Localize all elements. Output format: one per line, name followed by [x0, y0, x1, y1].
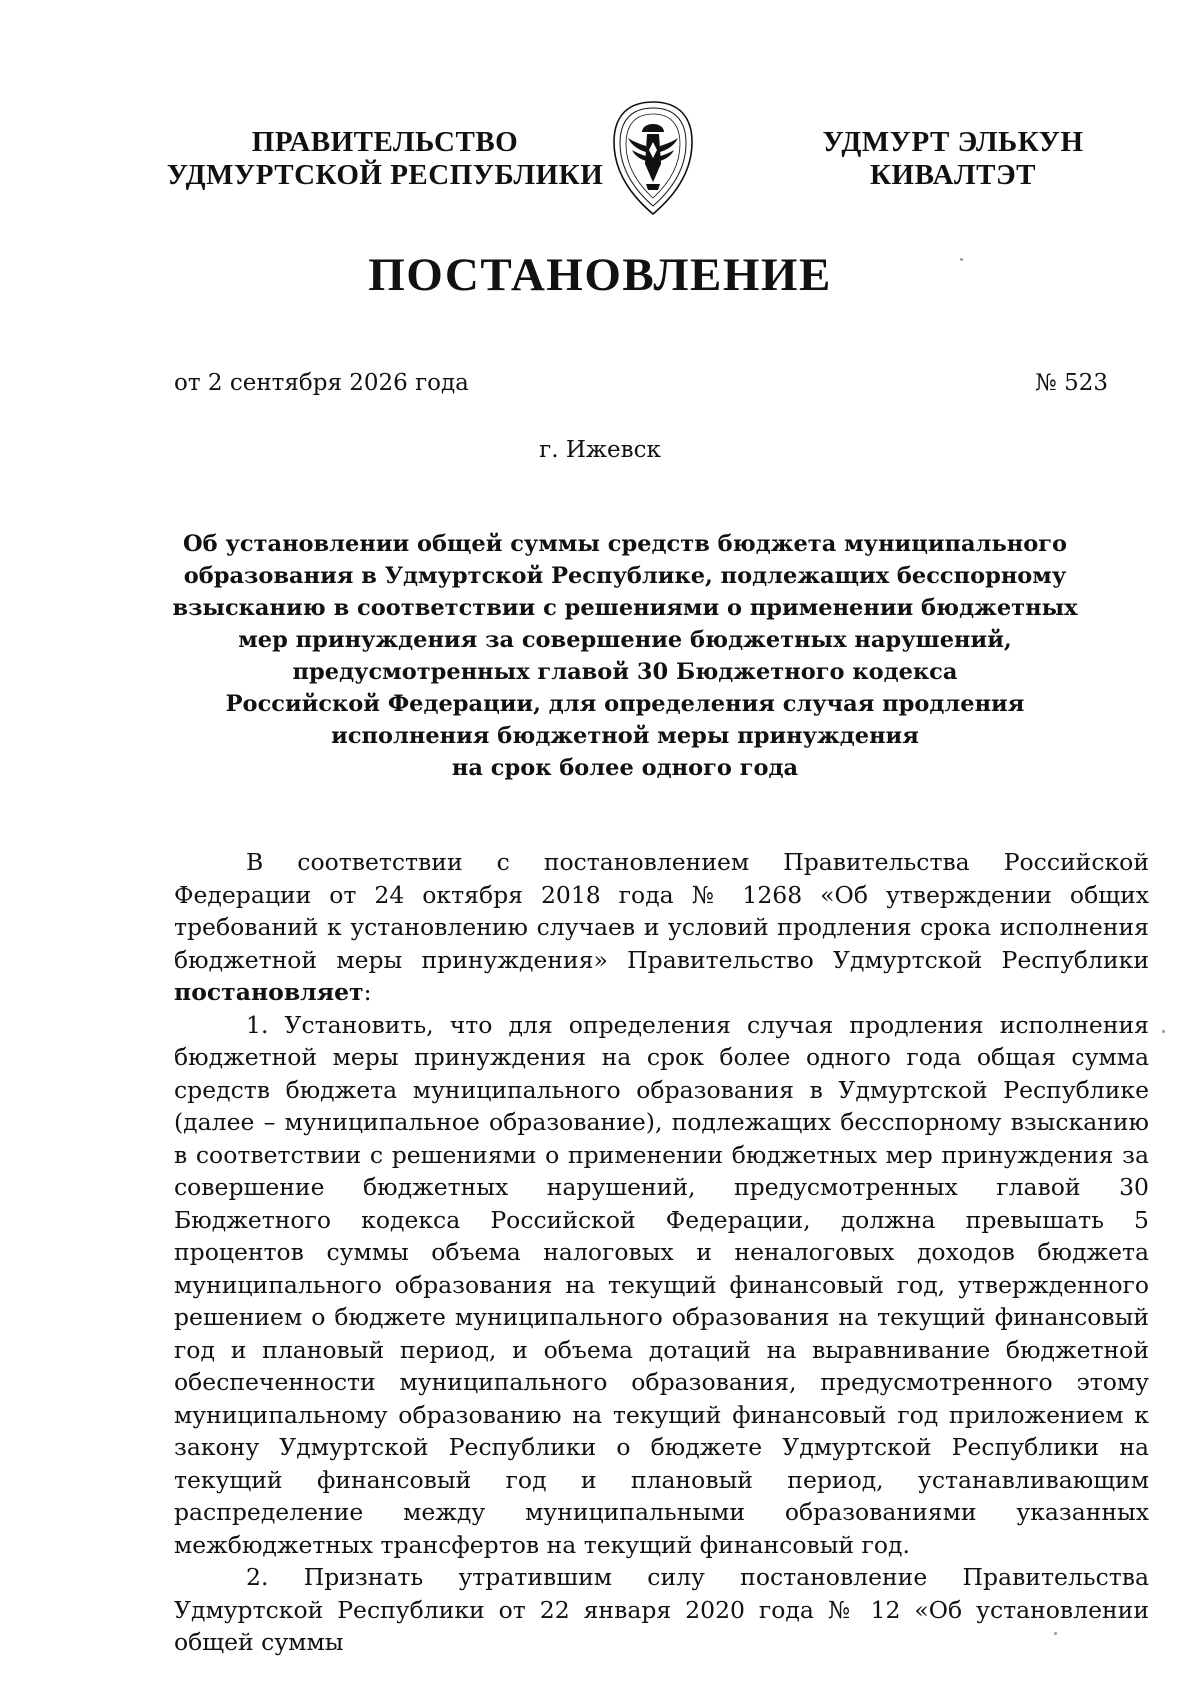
title-line: Об установлении общей суммы средств бюджета муниципального	[183, 531, 1067, 557]
scan-speck	[960, 258, 963, 261]
resolution-keyword: постановляет	[174, 978, 364, 1006]
government-name-russian	[165, 126, 605, 192]
header-left-line2: УДМУРТСКОЙ РЕСПУБЛИКИ	[166, 159, 604, 191]
title-line: образования в Удмуртской Республике, подлежащих бесспорному	[183, 563, 1067, 589]
header-left-line1: ПРАВИТЕЛЬСТВО	[251, 126, 519, 158]
paragraph-item-2: 2. Признать утратившим силу постановление Правительства Удмуртской Республики от 22 января 2020 года № 12 «Об установлении общей суммы	[174, 1563, 1149, 1656]
paragraph-item-1: 1. Установить, что для определения случая продления исполнения бюджетной меры принуждения на срок более одного года общая сумма средств бюджета муниципального образования в Удмуртской Республике (далее – муниципальное образование), подлежащих бесспорному взысканию в соответствии с решениями о применении бюджетных мер принуждения за совершение бюджетных нарушений, предусмотренных главой 30 Бюджетного кодекса Российской Федерации, должна превышать 5 процентов суммы объема налоговых и неналоговых доходов бюджета муниципального образования на текущий финансовый год, утвержденного решением о бюджете муниципального образования на текущий финансовый год и плановый период, и объема дотаций на выравнивание бюджетной обеспеченности муниципального образования, предусмотренного этому муниципальному образованию на текущий финансовый год приложением к закону Удмуртской Республики о бюджете Удмуртской Республики на текущий финансовый год и плановый период, устанавливающим распределение между муниципальными образованиями указанных межбюджетных трансфертов на текущий финансовый год.	[174, 1010, 1149, 1559]
preamble-text: В соответствии с постановлением Правительства Российской Федерации от 24 октября 2018 года № 1268 «Об утверждении общих требований к установлению случаев и условий продления срока исполнения бюджетной меры принуждения» Правительство Удмуртской Республики	[174, 848, 1149, 974]
document-subject-title	[150, 528, 1100, 784]
title-line: на срок более одного года	[451, 755, 799, 781]
document-body	[174, 846, 1149, 1659]
government-name-udmurt	[808, 126, 1098, 192]
scan-speck	[1054, 1632, 1057, 1635]
header-right-line2: КИВАЛТЭТ	[869, 159, 1036, 191]
coat-of-arms-emblem-icon	[606, 98, 700, 218]
title-line: Российской Федерации, для определения случая продления	[225, 691, 1025, 717]
title-line: предусмотренных главой 30 Бюджетного кодекса	[292, 659, 958, 685]
header-right-line1: УДМУРТ ЭЛЬКУН	[822, 126, 1084, 158]
scan-speck	[1162, 1030, 1165, 1033]
title-line: взысканию в соответствии с решениями о применении бюджетных	[172, 595, 1078, 621]
preamble-paragraph	[174, 846, 1149, 1009]
document-number: № 523	[1035, 370, 1108, 396]
document-date: от 2 сентября 2026 года	[174, 370, 469, 396]
document-city: г. Ижевск	[539, 437, 661, 463]
preamble-end: :	[363, 978, 372, 1006]
document-type-title: ПОСТАНОВЛЕНИЕ	[368, 249, 832, 301]
title-line: мер принуждения за совершение бюджетных нарушений,	[238, 627, 1012, 653]
title-line: исполнения бюджетной меры принуждения	[331, 723, 919, 749]
